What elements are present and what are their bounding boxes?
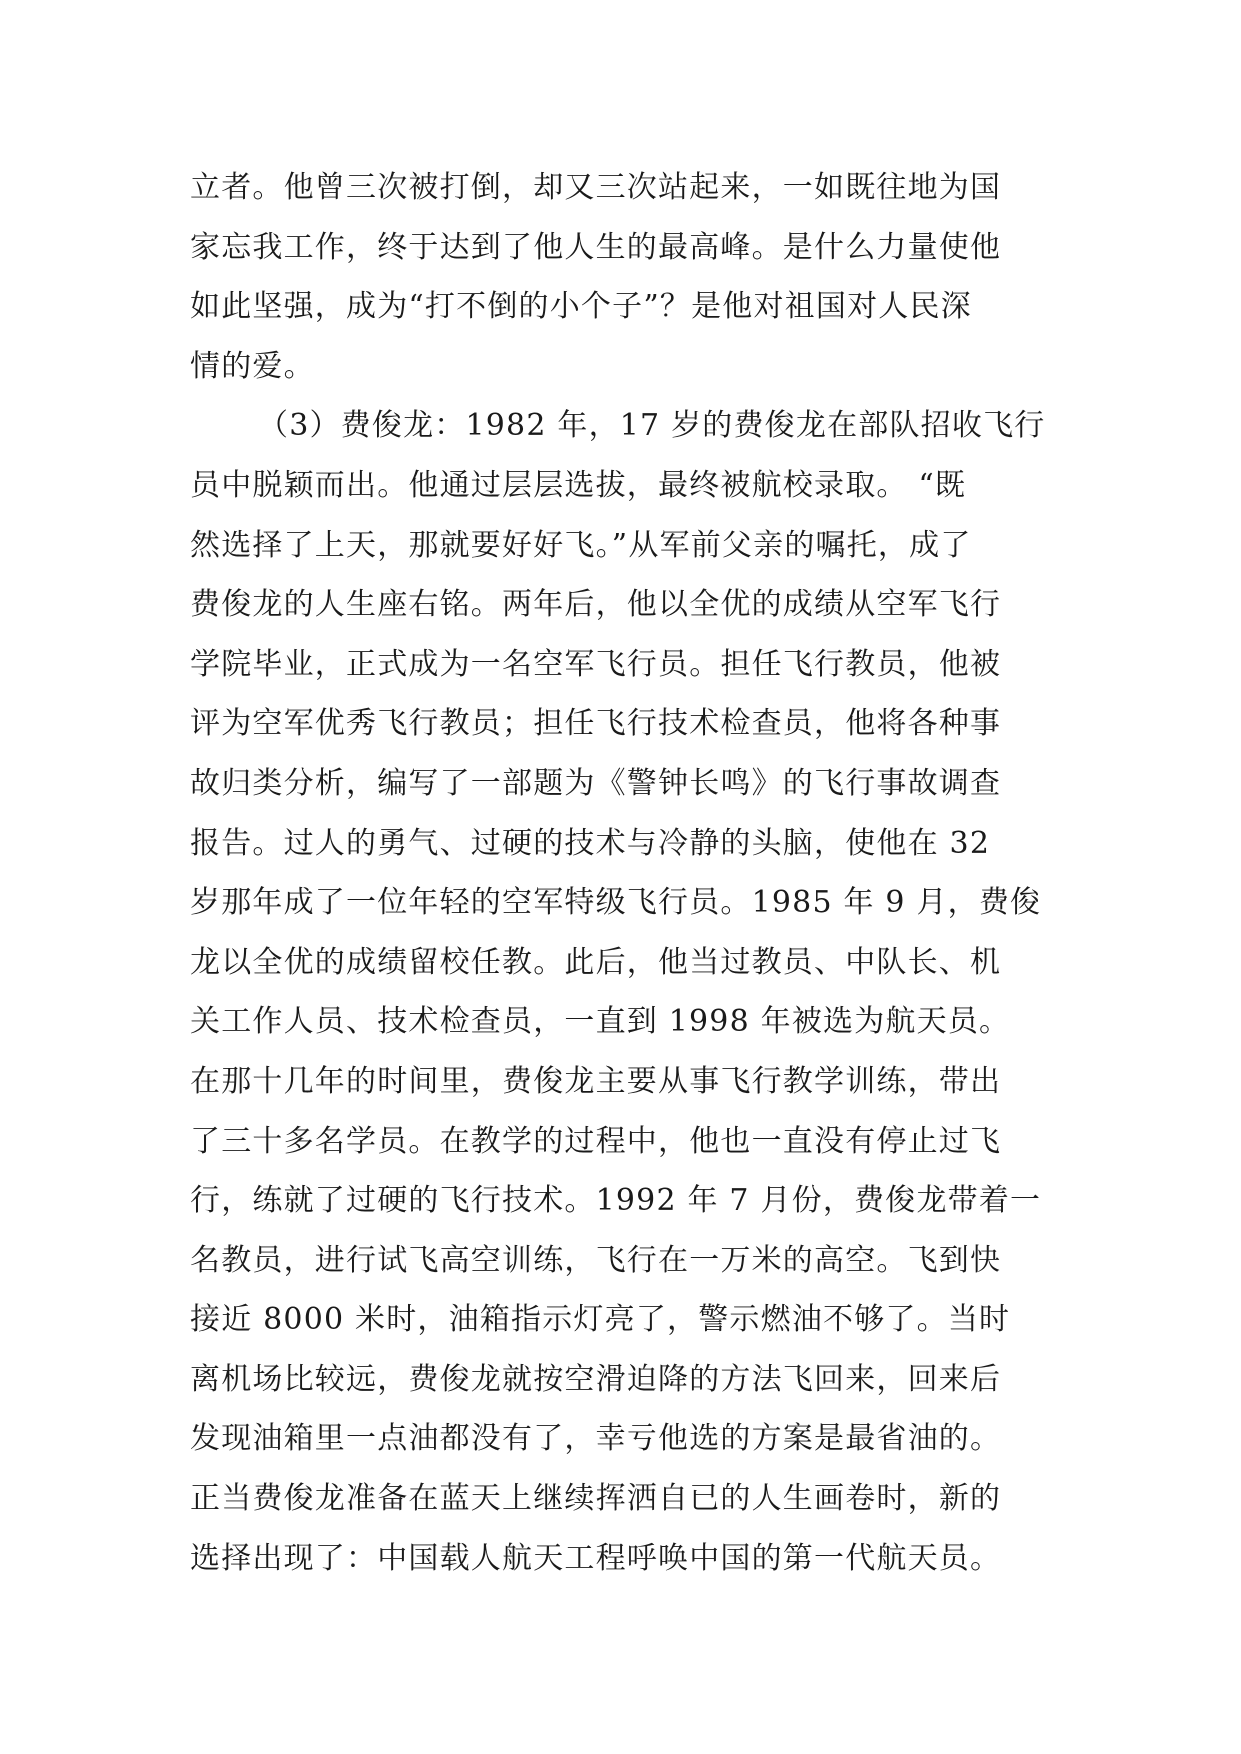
document-body [190, 158, 1070, 1588]
paragraph-2 [190, 396, 1070, 1588]
paragraph-1 [190, 158, 1070, 396]
text-line: 正当费俊龙准备在蓝天上继续挥洒自已的人生画卷时，新的 [190, 1481, 1002, 1517]
text-line: 员中脱颖而出。他通过层层选拔，最终被航校录取。 “既 [190, 467, 967, 503]
text-line: 然选择了上天，那就要好好飞。”从军前父亲的嘱托，成了 [190, 527, 972, 563]
text-line: 报告。过人的勇气、过硬的技术与冷静的头脑，使他在 32 [190, 825, 991, 861]
text-line: 行，练就了过硬的飞行技术。1992 年 7 月份，费俊龙带着一 [190, 1183, 1042, 1219]
text-line: 离机场比较远，费俊龙就按空滑迫降的方法飞回来，回来后 [190, 1361, 1002, 1397]
text-line: 评为空军优秀飞行教员；担任飞行技术检查员，他将各种事 [190, 706, 1002, 742]
text-line: 岁那年成了一位年轻的空军特级飞行员。1985 年 9 月，费俊 [190, 885, 1042, 921]
text-line: 学院毕业，正式成为一名空军飞行员。担任飞行教员，他被 [190, 646, 1002, 682]
text-line: 立者。他曾三次被打倒，却又三次站起来，一如既往地为国 [190, 170, 1002, 205]
text-line: （3）费俊龙：1982 年，17 岁的费俊龙在部队招收飞行 [258, 408, 1046, 444]
text-line: 情的爱。 [190, 348, 315, 384]
text-line: 选择出现了：中国载人航天工程呼唤中国的第一代航天员。 [190, 1540, 1002, 1576]
text-line: 龙以全优的成绩留校任教。此后，他当过教员、中队长、机 [190, 944, 1002, 980]
text-line: 在那十几年的时间里，费俊龙主要从事飞行教学训练，带出 [190, 1063, 1002, 1099]
text-line: 故归类分析，编写了一部题为《警钟长鸣》的飞行事故调查 [190, 765, 1002, 801]
text-line: 关工作人员、技术检查员，一直到 1998 年被选为航天员。 [190, 1004, 1011, 1040]
text-line: 费俊龙的人生座右铭。两年后，他以全优的成绩从空军飞行 [190, 587, 1002, 623]
text-line: 接近 8000 米时，油箱指示灯亮了，警示燃油不够了。当时 [190, 1302, 1011, 1338]
text-line: 了三十多名学员。在教学的过程中，他也一直没有停止过飞 [190, 1123, 1002, 1159]
text-line: 家忘我工作，终于达到了他人生的最高峰。是什么力量使他 [190, 229, 1002, 265]
text-line: 如此坚强，成为“打不倒的小个子”？是他对祖国对人民深 [190, 289, 972, 325]
text-line: 名教员，进行试飞高空训练，飞行在一万米的高空。飞到快 [190, 1242, 1002, 1278]
text-line: 发现油箱里一点油都没有了，幸亏他选的方案是最省油的。 [190, 1421, 1002, 1457]
